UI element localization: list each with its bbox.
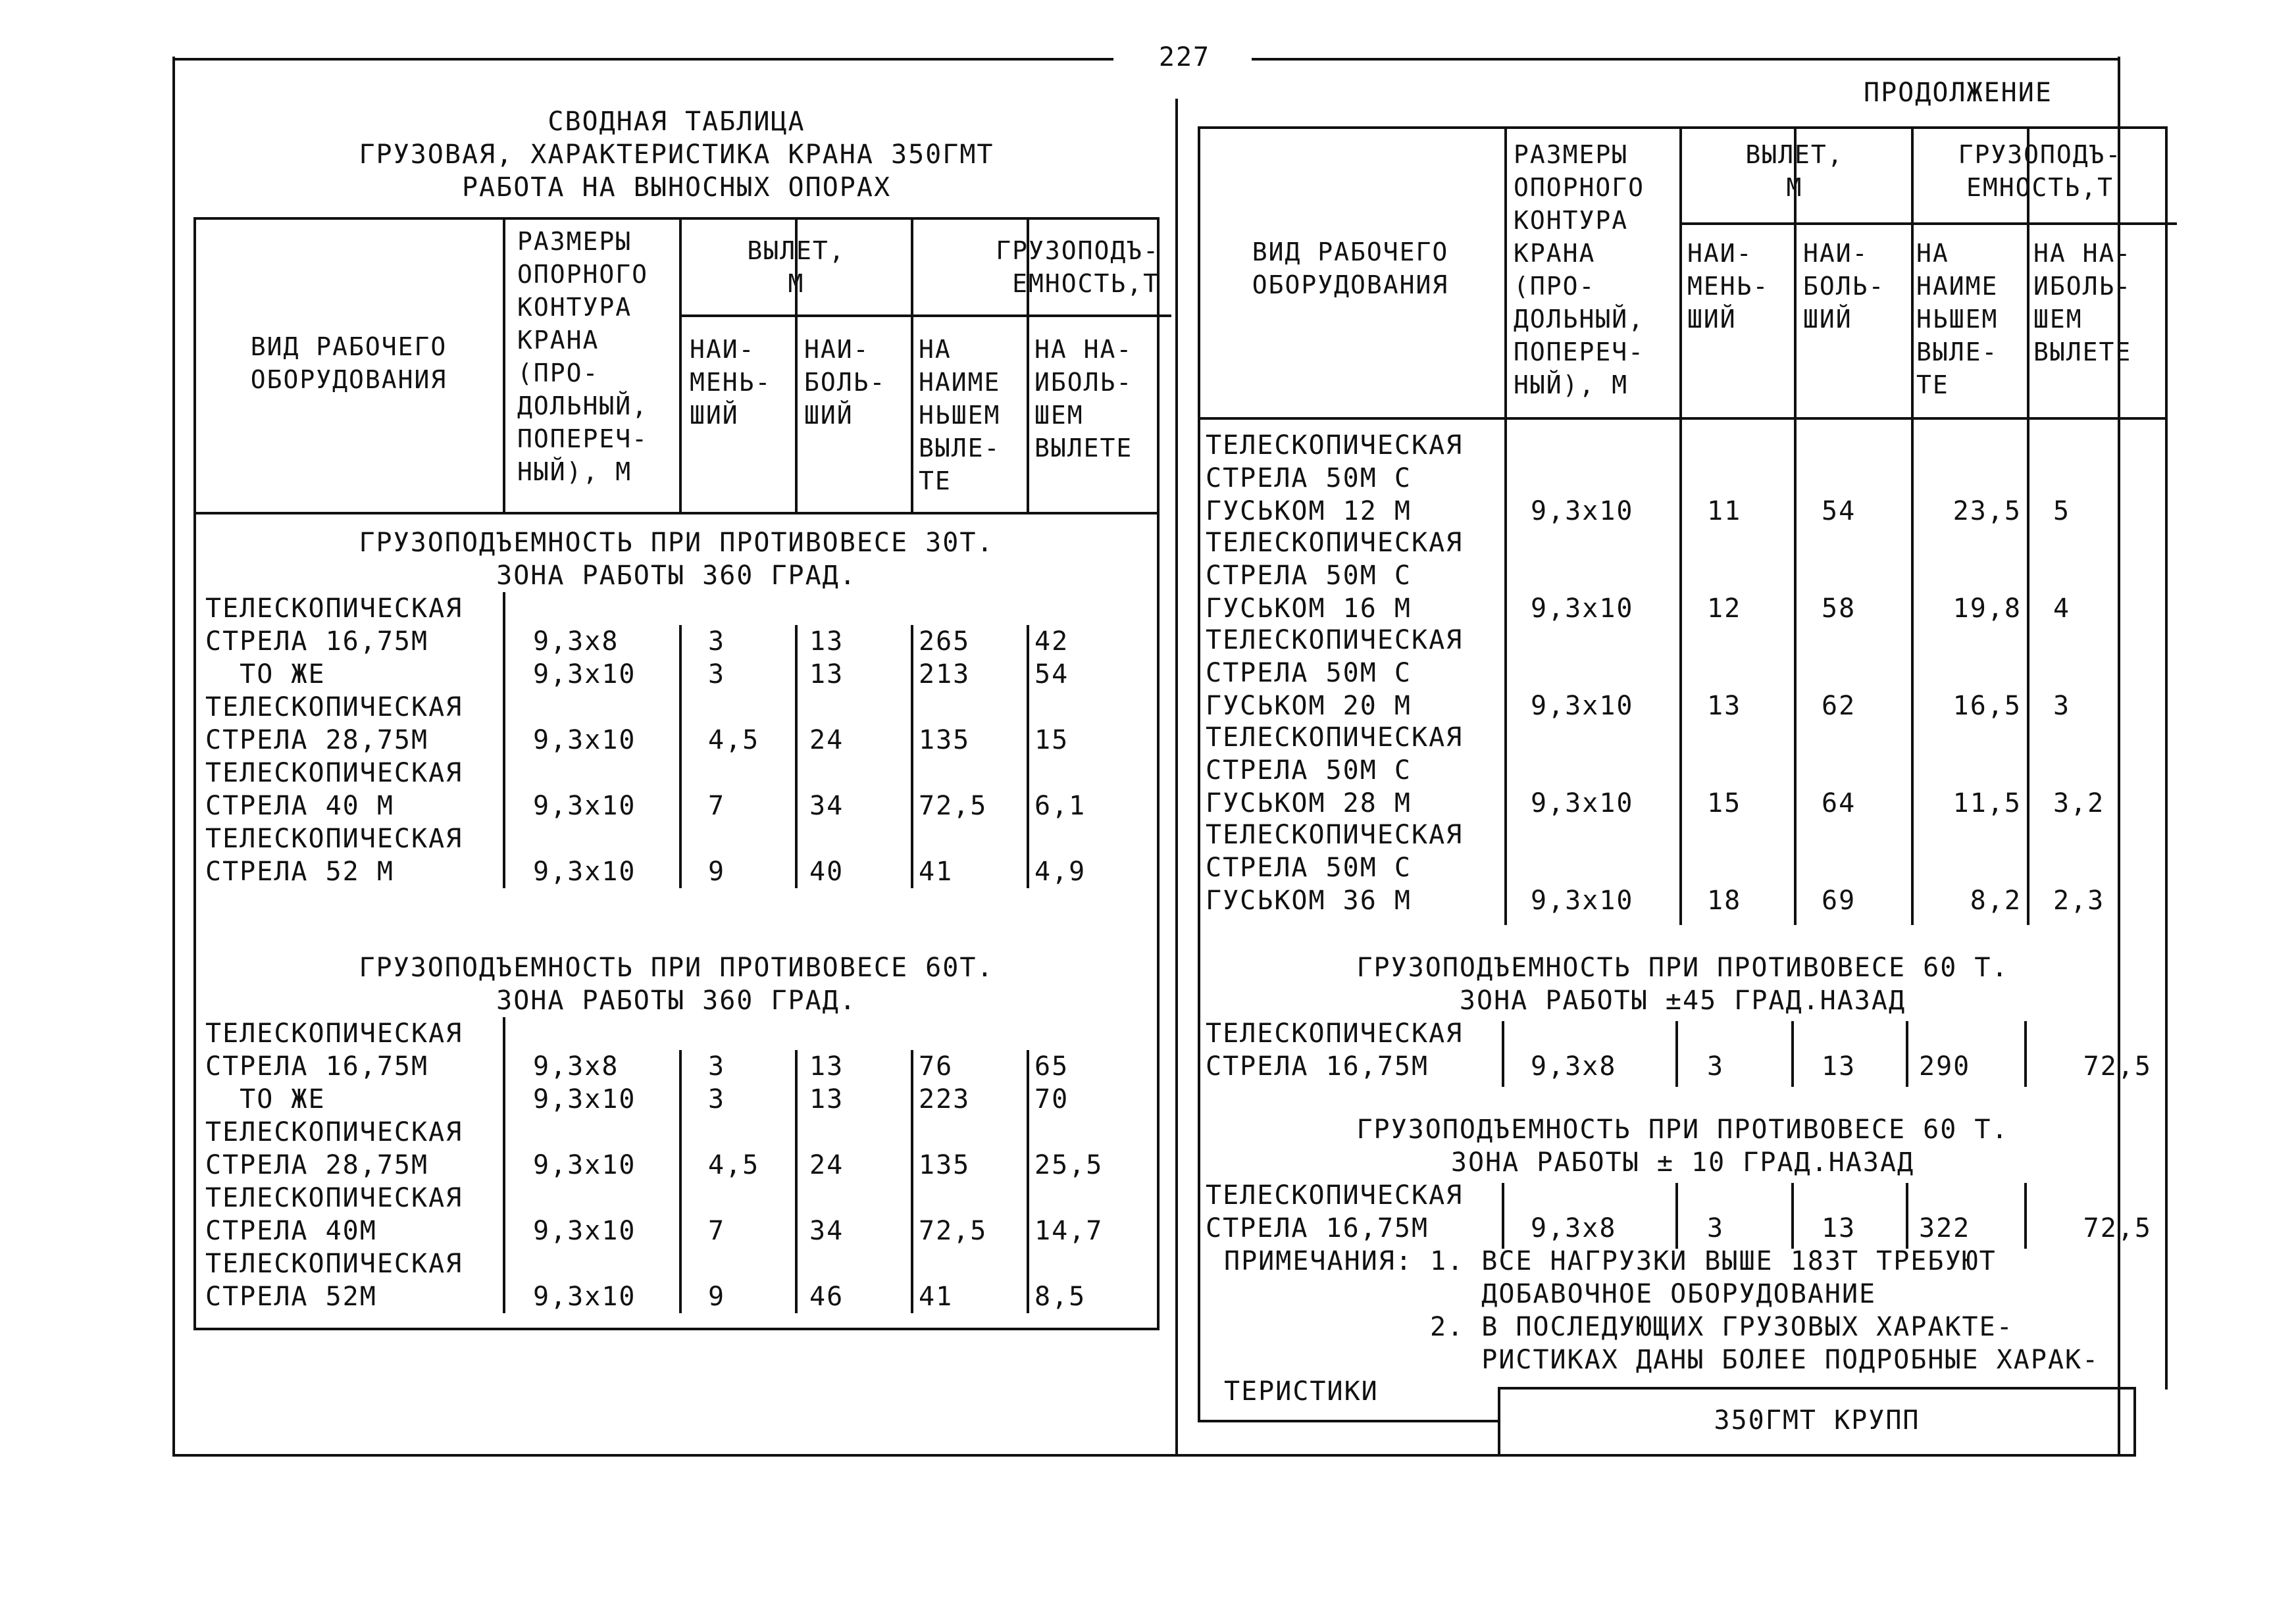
contour-size-cell: 9,3х8 (533, 1051, 619, 1082)
header-reach: М (1786, 173, 1803, 202)
section-caption: ЗОНА РАБОТЫ 360 ГРАД. (496, 561, 857, 591)
cap-min-cell: 135 (919, 725, 971, 755)
right-header-bottom-rule (1198, 417, 2168, 420)
right-header-mid-rule (1679, 222, 2177, 225)
equipment-cell: ТЕЛЕСКОПИЧЕСКАЯ (1206, 820, 1464, 850)
cap-max-cell: 42 (1034, 626, 1069, 657)
reach-max-cell: 40 (809, 857, 844, 887)
cap-min-cell: 213 (919, 659, 971, 689)
header-bottom-rule (193, 512, 1160, 514)
row-column-rule (679, 1050, 682, 1313)
row-column-rule (1791, 1183, 1794, 1249)
section-caption: ГРУЗОПОДЪЕМНОСТЬ ПРИ ПРОТИВОВЕСЕ 60Т. (359, 953, 994, 983)
row-column-rule (1906, 1183, 1908, 1249)
contour-size-cell: 9,3х10 (533, 1282, 636, 1312)
header-cap-max: НА НА- (2033, 239, 2132, 268)
cap-max-cell: 4,9 (1034, 857, 1086, 887)
note-line: ПРИМЕЧАНИЯ: 1. ВСЕ НАГРУЗКИ ВЫШЕ 183Т ТРЕБУЮТ (1224, 1246, 1997, 1276)
reach-min-cell: 18 (1707, 886, 1742, 916)
reach-min-cell: 15 (1707, 788, 1742, 818)
reach-max-cell: 13 (809, 626, 844, 657)
header-equipment: ОБОРУДОВАНИЯ (250, 365, 447, 394)
right-header-column-rule (1504, 128, 1507, 417)
header-equipment: ВИД РАБОЧЕГО (1252, 238, 1449, 266)
cap-min-cell: 23,5 (1952, 496, 2022, 526)
cap-max-cell: 72,5 (2083, 1051, 2152, 1082)
contour-size-cell: 9,3х10 (533, 659, 636, 689)
header-reach-max: БОЛЬ- (804, 368, 886, 397)
contour-size-cell: 9,3х8 (1531, 1213, 1617, 1243)
row-column-rule (1675, 1021, 1678, 1087)
equipment-cell: СТРЕЛА 40М (205, 1216, 377, 1246)
right-table-right-rule (2165, 126, 2168, 1390)
header-contour: ДОЛЬНЫЙ, (1514, 305, 1645, 334)
header-mid-rule (682, 314, 1171, 317)
header-contour: КРАНА (1514, 239, 1596, 268)
row-column-rule (679, 625, 682, 888)
table-title-line: ГРУЗОВАЯ, ХАРАКТЕРИСТИКА КРАНА 350ГМТ (359, 139, 994, 170)
reach-max-cell: 13 (809, 659, 844, 689)
equipment-cell: СТРЕЛА 50М С (1206, 853, 1412, 883)
header-equipment: ОБОРУДОВАНИЯ (1252, 270, 1449, 299)
header-cap-max: ШЕМ (1034, 401, 1084, 430)
cap-max-cell: 3,2 (2053, 788, 2105, 818)
contour-size-cell: 9,3х10 (1531, 496, 1634, 526)
note-line: РИСТИКАХ ДАНЫ БОЛЕЕ ПОДРОБНЫЕ ХАРАК- (1224, 1345, 2100, 1375)
header-column-rule (911, 218, 913, 512)
contour-size-cell: 9,3х10 (533, 1084, 636, 1115)
section-caption: ГРУЗОПОДЪЕМНОСТЬ ПРИ ПРОТИВОВЕСЕ 60 Т. (1356, 1115, 2009, 1145)
header-capacity: ЕМНОСТЬ,Т (1012, 269, 1160, 298)
header-cap-min: НАИМЕ (1916, 272, 1999, 301)
reach-max-cell: 69 (1822, 886, 1856, 916)
contour-size-cell: 9,3х10 (533, 1150, 636, 1180)
header-contour: НЫЙ), М (1514, 370, 1629, 399)
reach-max-cell: 64 (1822, 788, 1856, 818)
row-column-rule (1027, 625, 1029, 888)
cap-max-cell: 65 (1034, 1051, 1069, 1082)
header-cap-max: ШЕМ (2033, 305, 2083, 334)
row-column-rule (503, 592, 505, 888)
equipment-cell: ГУСЬКОМ 36 М (1206, 886, 1412, 916)
reach-min-cell: 7 (708, 791, 726, 821)
right-table-left-rule (1198, 126, 1200, 1422)
equipment-cell: ТЕЛЕСКОПИЧЕСКАЯ (205, 758, 463, 788)
cap-max-cell: 2,3 (2053, 886, 2105, 916)
cap-min-cell: 76 (919, 1051, 954, 1082)
header-cap-min: ВЫЛЕ- (919, 434, 1001, 463)
contour-size-cell: 9,3х8 (533, 626, 619, 657)
equipment-cell: СТРЕЛА 52 М (205, 857, 394, 887)
header-reach-max: ШИЙ (1803, 305, 1852, 334)
equipment-cell: ТЕЛЕСКОПИЧЕСКАЯ (205, 1018, 463, 1049)
header-contour: ОПОРНОГО (1514, 173, 1645, 202)
header-reach: ВЫЛЕТ, (747, 236, 846, 265)
cap-min-cell: 290 (1919, 1051, 1971, 1082)
header-equipment: ВИД РАБОЧЕГО (250, 332, 447, 361)
header-reach-max: ШИЙ (804, 401, 854, 430)
equipment-cell: СТРЕЛА 50М С (1206, 463, 1412, 493)
reach-max-cell: 13 (809, 1051, 844, 1082)
section-caption: ЗОНА РАБОТЫ ±45 ГРАД.НАЗАД (1459, 986, 1906, 1016)
cap-min-cell: 41 (919, 1282, 954, 1312)
header-contour: (ПРО- (1514, 272, 1596, 301)
equipment-cell: ТЕЛЕСКОПИЧЕСКАЯ (205, 824, 463, 854)
header-reach-min: ШИЙ (1687, 305, 1737, 334)
header-reach-min: МЕНЬ- (1687, 272, 1770, 301)
contour-size-cell: 9,3х10 (533, 725, 636, 755)
equipment-cell: ТЕЛЕСКОПИЧЕСКАЯ (205, 1117, 463, 1147)
reach-min-cell: 7 (708, 1216, 726, 1246)
contour-size-cell: 9,3х10 (533, 857, 636, 887)
equipment-cell: СТРЕЛА 50М С (1206, 755, 1412, 786)
row-column-rule (503, 1017, 505, 1313)
header-cap-max: ВЫЛЕТЕ (1034, 434, 1133, 463)
equipment-cell: ТЕЛЕСКОПИЧЕСКАЯ (1206, 1018, 1464, 1049)
equipment-cell: ТЕЛЕСКОПИЧЕСКАЯ (1206, 528, 1464, 558)
header-reach-min: НАИ- (690, 335, 755, 364)
header-cap-min: ТЕ (919, 466, 952, 495)
header-column-rule (503, 218, 505, 512)
reach-min-cell: 3 (708, 1051, 726, 1082)
row-column-rule (2024, 1183, 2027, 1249)
equipment-cell: СТРЕЛА 40 М (205, 791, 394, 821)
header-cap-max: НА НА- (1034, 335, 1133, 364)
cap-min-cell: 11,5 (1952, 788, 2022, 818)
equipment-cell: ГУСЬКОМ 12 М (1206, 496, 1412, 526)
header-cap-max: ИБОЛЬ- (1034, 368, 1133, 397)
stamp-label: 350ГМТ КРУПП (1714, 1405, 1920, 1436)
reach-min-cell: 3 (708, 1084, 726, 1115)
contour-size-cell: 9,3х10 (533, 1216, 636, 1246)
header-cap-max: ИБОЛЬ- (2033, 272, 2132, 301)
right-row-column-rule (1794, 418, 1797, 925)
header-cap-min: НЬШЕМ (919, 401, 1001, 430)
reach-min-cell: 3 (708, 659, 726, 689)
row-column-rule (1791, 1021, 1794, 1087)
row-column-rule (911, 1050, 913, 1313)
right-table-bottom-left (1198, 1420, 1498, 1422)
header-cap-min: ВЫЛЕ- (1916, 338, 1999, 366)
row-column-rule (1027, 1050, 1029, 1313)
cap-min-cell: 322 (1919, 1213, 1971, 1243)
reach-max-cell: 54 (1822, 496, 1856, 526)
table-title-line: СВОДНАЯ ТАБЛИЦА (548, 107, 805, 137)
table-title-line: РАБОТА НА ВЫНОСНЫХ ОПОРАХ (461, 172, 892, 203)
equipment-cell: ТЕЛЕСКОПИЧЕСКАЯ (205, 1183, 463, 1213)
header-contour: РАЗМЕРЫ (1514, 140, 1629, 169)
right-row-column-rule (2027, 418, 2029, 925)
header-contour: (ПРО- (517, 359, 600, 388)
section-caption: ЗОНА РАБОТЫ ± 10 ГРАД.НАЗАД (1450, 1147, 1915, 1178)
header-contour: ПОПЕРЕЧ- (517, 424, 649, 453)
header-contour: ДОЛЬНЫЙ, (517, 391, 649, 420)
cap-max-cell: 5 (2053, 496, 2071, 526)
equipment-cell: ТЕЛЕСКОПИЧЕСКАЯ (205, 1249, 463, 1279)
equipment-cell: ТЕЛЕСКОПИЧЕСКАЯ (1206, 430, 1464, 461)
header-cap-min: НЬШЕМ (1916, 305, 1999, 334)
equipment-cell: СТРЕЛА 52М (205, 1282, 377, 1312)
header-cap-min: НАИМЕ (919, 368, 1001, 397)
reach-max-cell: 13 (809, 1084, 844, 1115)
cap-max-cell: 3 (2053, 691, 2071, 721)
equipment-cell: СТРЕЛА 16,75М (205, 1051, 429, 1082)
equipment-cell: СТРЕЛА 28,75М (205, 725, 429, 755)
equipment-cell: ГУСЬКОМ 20 М (1206, 691, 1412, 721)
header-reach-max: БОЛЬ- (1803, 272, 1885, 301)
header-contour: НЫЙ), М (517, 457, 632, 486)
cap-max-cell: 4 (2053, 593, 2071, 624)
cap-min-cell: 135 (919, 1150, 971, 1180)
top-border-left (172, 58, 1113, 61)
row-column-rule (1675, 1183, 1678, 1249)
reach-max-cell: 62 (1822, 691, 1856, 721)
right-header-column-rule (1911, 128, 1914, 417)
section-caption: ГРУЗОПОДЪЕМНОСТЬ ПРИ ПРОТИВОВЕСЕ 30Т. (359, 528, 994, 558)
reach-max-cell: 24 (809, 1150, 844, 1180)
reach-min-cell: 12 (1707, 593, 1742, 624)
header-contour: КОНТУРА (1514, 206, 1629, 235)
header-cap-max: ВЫЛЕТЕ (2033, 338, 2132, 366)
header-contour: КРАНА (517, 326, 600, 355)
header-reach-min: ШИЙ (690, 401, 739, 430)
equipment-cell: ГУСЬКОМ 16 М (1206, 593, 1412, 624)
reach-max-cell: 58 (1822, 593, 1856, 624)
cap-min-cell: 8,2 (1970, 886, 2022, 916)
header-reach-max: НАИ- (1803, 239, 1869, 268)
contour-size-cell: 9,3х10 (1531, 691, 1634, 721)
row-column-rule (911, 625, 913, 888)
cap-max-cell: 72,5 (2083, 1213, 2152, 1243)
cap-max-cell: 70 (1034, 1084, 1069, 1115)
row-column-rule (1906, 1021, 1908, 1087)
reach-min-cell: 9 (708, 857, 726, 887)
reach-max-cell: 46 (809, 1282, 844, 1312)
equipment-cell: ГУСЬКОМ 28 М (1206, 788, 1412, 818)
reach-min-cell: 13 (1707, 691, 1742, 721)
equipment-cell: СТРЕЛА 28,75М (205, 1150, 429, 1180)
header-contour: КОНТУРА (517, 293, 632, 322)
header-contour: ОПОРНОГО (517, 260, 649, 289)
note-line: ТЕРИСТИКИ (1224, 1376, 1379, 1407)
header-cap-min: ТЕ (1916, 370, 1949, 399)
header-reach: М (788, 269, 805, 298)
row-column-rule (1502, 1183, 1504, 1249)
equipment-cell: ТЕЛЕСКОПИЧЕСКАЯ (205, 593, 463, 624)
row-column-rule (795, 1050, 798, 1313)
reach-min-cell: 9 (708, 1282, 726, 1312)
right-table-top-rule (1198, 126, 2168, 129)
cap-max-cell: 14,7 (1034, 1216, 1104, 1246)
equipment-cell: ТЕЛЕСКОПИЧЕСКАЯ (205, 692, 463, 722)
page-divider (1175, 99, 1178, 1457)
note-line: 2. В ПОСЛЕДУЮЩИХ ГРУЗОВЫХ ХАРАКТЕ- (1224, 1312, 2014, 1342)
contour-size-cell: 9,3х10 (1531, 886, 1634, 916)
reach-min-cell: 3 (1707, 1051, 1725, 1082)
row-column-rule (795, 625, 798, 888)
top-border-right (1252, 58, 2120, 61)
header-cap-min: НА (1916, 239, 1949, 268)
contour-size-cell: 9,3х10 (533, 791, 636, 821)
contour-size-cell: 9,3х10 (1531, 593, 1634, 624)
equipment-cell: ТЕЛЕСКОПИЧЕСКАЯ (1206, 1180, 1464, 1211)
equipment-cell: ТО ЖЕ (205, 659, 326, 689)
row-column-rule (1502, 1021, 1504, 1087)
header-cap-min: НА (919, 335, 952, 364)
page-number: 227 (1158, 42, 1211, 72)
header-reach-min: МЕНЬ- (690, 368, 772, 397)
cap-max-cell: 25,5 (1034, 1150, 1104, 1180)
reach-min-cell: 4,5 (708, 725, 760, 755)
cap-max-cell: 6,1 (1034, 791, 1086, 821)
cap-max-cell: 54 (1034, 659, 1069, 689)
header-capacity: ГРУЗОПОДЪ- (996, 236, 1160, 265)
header-reach-min: НАИ- (1687, 239, 1753, 268)
row-column-rule (2024, 1021, 2027, 1087)
cap-min-cell: 72,5 (919, 791, 988, 821)
header-contour: ПОПЕРЕЧ- (1514, 338, 1645, 366)
cap-max-cell: 15 (1034, 725, 1069, 755)
reach-min-cell: 3 (1707, 1213, 1725, 1243)
continuation-label: ПРОДОЛЖЕНИЕ (1864, 78, 2053, 108)
reach-min-cell: 3 (708, 626, 726, 657)
header-capacity: ЕМНОСТЬ,Т (1966, 173, 2114, 202)
reach-max-cell: 13 (1822, 1051, 1856, 1082)
reach-min-cell: 4,5 (708, 1150, 760, 1180)
reach-max-cell: 34 (809, 791, 844, 821)
header-reach-max: НАИ- (804, 335, 870, 364)
header-contour: РАЗМЕРЫ (517, 227, 632, 256)
header-reach: ВЫЛЕТ, (1745, 140, 1844, 169)
equipment-cell: ТО ЖЕ (205, 1084, 326, 1115)
reach-max-cell: 24 (809, 725, 844, 755)
right-row-column-rule (1679, 418, 1682, 925)
equipment-cell: СТРЕЛА 16,75М (1206, 1051, 1429, 1082)
equipment-cell: СТРЕЛА 16,75М (1206, 1213, 1429, 1243)
section-caption: ЗОНА РАБОТЫ 360 ГРАД. (496, 986, 857, 1016)
cap-min-cell: 16,5 (1952, 691, 2022, 721)
cap-min-cell: 223 (919, 1084, 971, 1115)
header-capacity: ГРУЗОПОДЪ- (1958, 140, 2122, 169)
equipment-cell: ТЕЛЕСКОПИЧЕСКАЯ (1206, 722, 1464, 753)
reach-min-cell: 11 (1707, 496, 1742, 526)
equipment-cell: СТРЕЛА 16,75М (205, 626, 429, 657)
equipment-cell: ТЕЛЕСКОПИЧЕСКАЯ (1206, 625, 1464, 655)
equipment-cell: СТРЕЛА 50М С (1206, 561, 1412, 591)
cap-min-cell: 72,5 (919, 1216, 988, 1246)
section-caption: ГРУЗОПОДЪЕМНОСТЬ ПРИ ПРОТИВОВЕСЕ 60 Т. (1356, 953, 2009, 983)
cap-min-cell: 19,8 (1952, 593, 2022, 624)
cap-min-cell: 41 (919, 857, 954, 887)
equipment-cell: СТРЕЛА 50М С (1206, 658, 1412, 688)
note-line: ДОБАВОЧНОЕ ОБОРУДОВАНИЕ (1224, 1279, 1877, 1309)
reach-max-cell: 34 (809, 1216, 844, 1246)
cap-max-cell: 8,5 (1034, 1282, 1086, 1312)
contour-size-cell: 9,3х10 (1531, 788, 1634, 818)
contour-size-cell: 9,3х8 (1531, 1051, 1617, 1082)
cap-min-cell: 265 (919, 626, 971, 657)
reach-max-cell: 13 (1822, 1213, 1856, 1243)
